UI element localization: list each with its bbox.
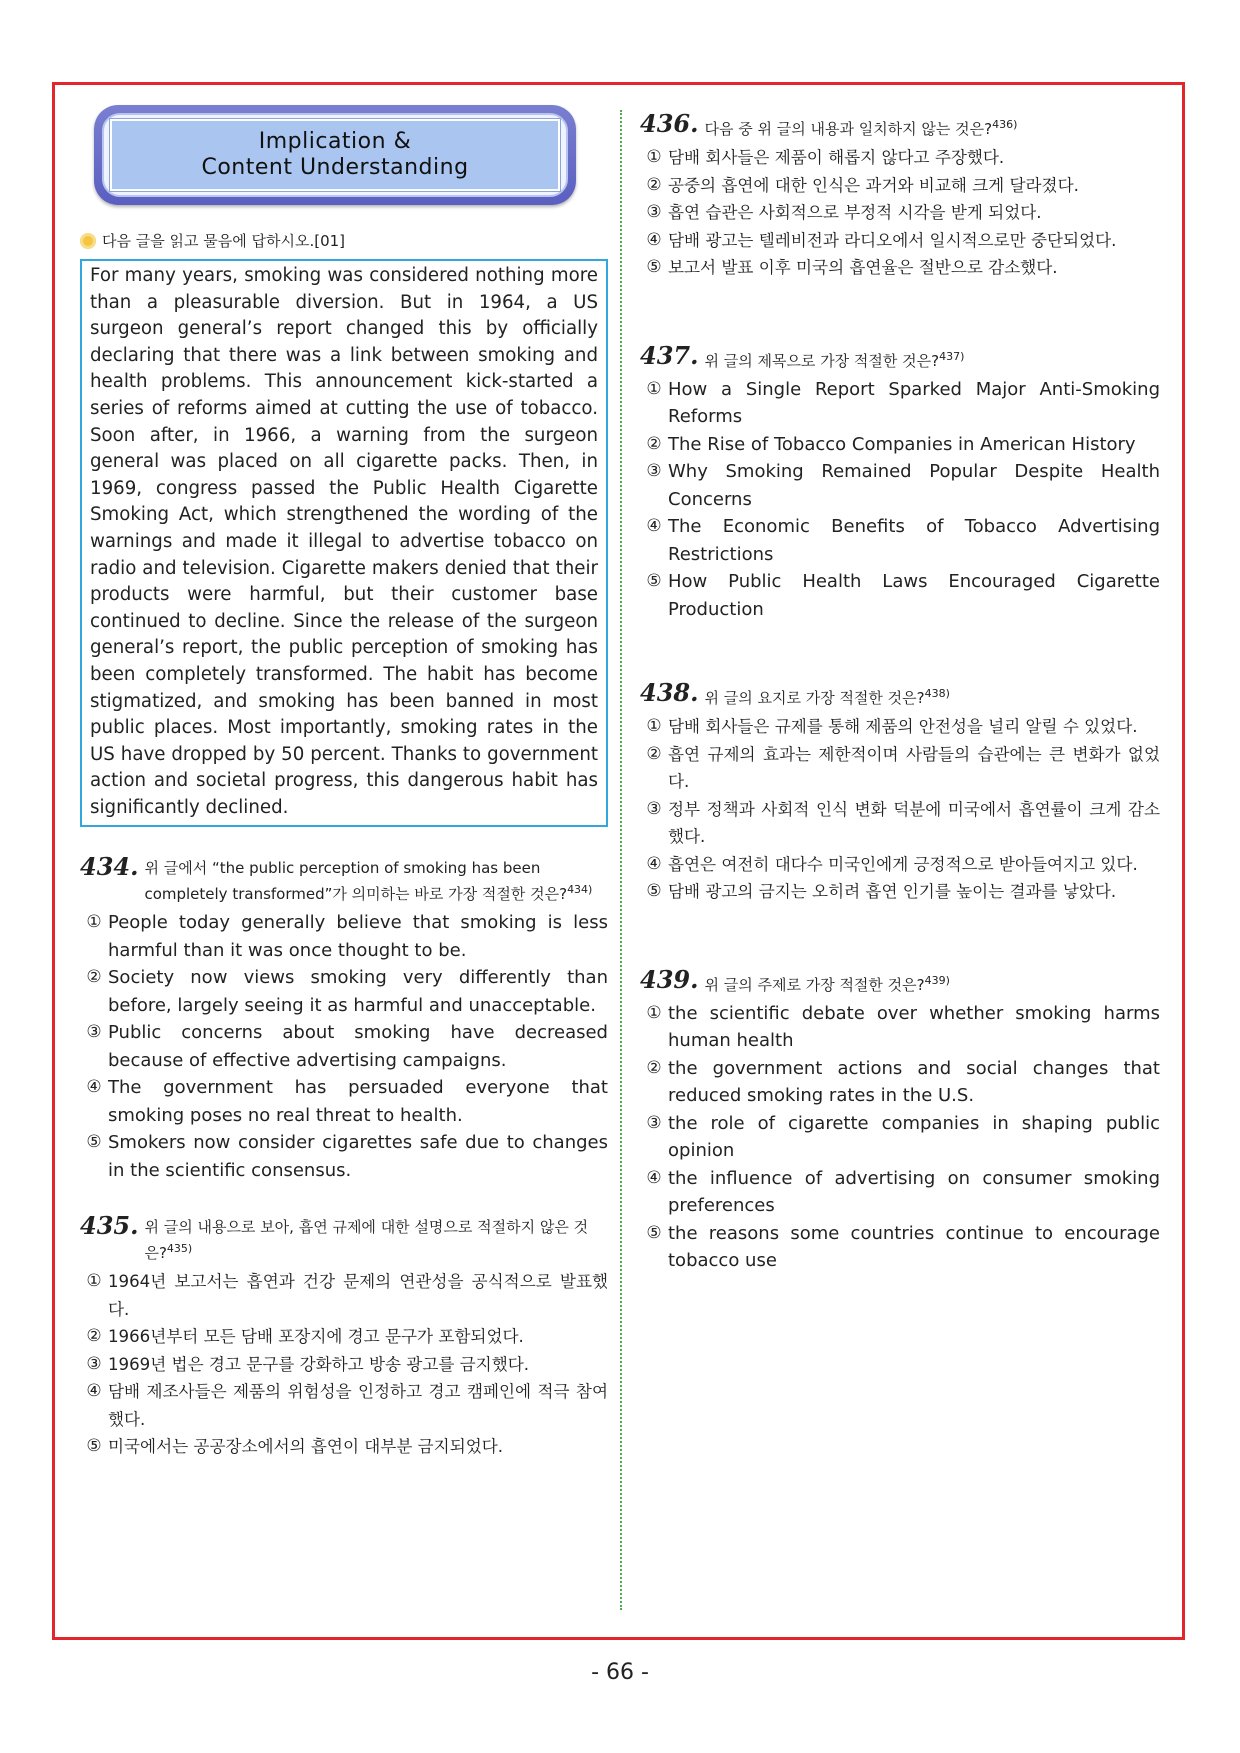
option[interactable]: ② 1966년부터 모든 담배 포장지에 경고 문구가 포함되었다. (86, 1326, 524, 1347)
option[interactable]: ② The Rise of Tobacco Companies in American History (646, 433, 1136, 455)
option[interactable]: ② 흡연 규제의 효과는 제한적이며 사람들의 습관에는 큰 변화가 없었다. (646, 743, 1160, 791)
question-436 (640, 109, 1160, 282)
options-list (640, 144, 1160, 282)
footnote-ref: 436) (992, 118, 1018, 131)
flower-icon (80, 233, 96, 249)
option[interactable]: ⑤ 미국에서는 공공장소에서의 흡연이 대부분 금지되었다. (86, 1436, 504, 1457)
banner-line-2: Content Understanding (201, 155, 469, 180)
reading-passage: For many years, smoking was considered nothing more than a pleasurable diversion. But in 1964, a US surgeon general’s report changed this by officially declaring that there was a link between smoking and health problems. This announcement kick-started a series of reforms aimed at cutting the use of tobacco. Soon after, in 1966, a warning from the surgeon general was placed on all cigarette packs. Then, in 1969, congress passed the Public Health Cigarette Smoking Act, which strengthened the wording of the warnings and made it illegal to advertise tobacco on radio and television. Cigarette makers denied that their products were harmful, but their customer base continued to decline. Since the release of the surgeon general’s report, the public perception of smoking has been completely transformed. The habit has become stigmatized, and smoking has been banned in most public places. Most importantly, smoking rates in the US have dropped by 50 percent. Thanks to government action and societal progress, this dangerous habit has significantly declined. (80, 259, 608, 827)
page-number: - 66 - (591, 1660, 649, 1685)
option[interactable]: ③ 정부 정책과 사회적 인식 변화 덕분에 미국에서 흡연률이 크게 감소했다. (646, 798, 1160, 846)
question-435 (80, 1211, 608, 1461)
option[interactable]: ③ 흡연 습관은 사회적으로 부정적 시각을 받게 되었다. (646, 202, 1042, 222)
instruction-text: 다음 글을 읽고 물음에 답하시오.[01] (102, 232, 346, 250)
option[interactable]: ① 담배 회사들은 제품이 해롭지 않다고 주장했다. (646, 147, 1005, 167)
question-text: 위 글에서 “the public perception of smoking has been completely transformed”가 의미하는 바로 가장 적절한 것은? (144, 859, 568, 904)
footnote-ref: 435) (166, 1242, 193, 1256)
question-text: 위 글의 요지로 가장 적절한 것은? (704, 689, 925, 707)
option[interactable]: ③ Why Smoking Remained Popular Despite Health Concerns (646, 461, 1160, 510)
question-text: 위 글의 내용으로 보아, 흡연 규제에 대한 설명으로 적절하지 않은 것은? (144, 1218, 589, 1263)
option[interactable]: ⑤ Smokers now consider cigarettes safe due to changes in the scientific consensus. (86, 1132, 608, 1181)
option[interactable]: ④ 흡연은 여전히 대다수 미국인에게 긍정적으로 받아들여지고 있다. (646, 853, 1138, 874)
question-number: 439. (640, 964, 699, 994)
question-number: 438. (640, 678, 699, 707)
question-text: 다음 중 위 글의 내용과 일치하지 않는 것은? (704, 120, 993, 138)
option[interactable]: ② Society now views smoking very differently than before, largely seeing it as harmful and unacceptable. (86, 967, 608, 1016)
option[interactable]: ② 공중의 흡연에 대한 인식은 과거와 비교해 크게 달라졌다. (646, 174, 1079, 195)
options-list (640, 1000, 1160, 1275)
options-list (640, 376, 1160, 624)
options-list (80, 1268, 608, 1461)
question-text: 위 글의 제목으로 가장 적절한 것은? (704, 351, 940, 370)
question-437 (640, 340, 1160, 624)
option[interactable]: ① 1964년 보고서는 흡연과 건강 문제의 연관성을 공식적으로 발표했다. (86, 1271, 608, 1319)
options-list (80, 909, 608, 1184)
option[interactable]: ④ The Economic Benefits of Tobacco Advertising Restrictions (646, 516, 1160, 565)
left-column (80, 105, 608, 1461)
question-number: 434. (80, 852, 139, 882)
question-438 (640, 678, 1160, 906)
footnote-ref: 438) (924, 687, 950, 700)
option[interactable]: ③ the role of cigarette companies in shaping public opinion (646, 1112, 1160, 1161)
option[interactable]: ④ The government has persuaded everyone that smoking poses no real threat to health. (86, 1077, 608, 1126)
question-439 (640, 964, 1160, 1275)
question-number: 435. (80, 1211, 139, 1241)
option[interactable]: ④ 담배 광고는 텔레비전과 라디오에서 일시적으로만 중단되었다. (646, 229, 1117, 250)
option[interactable]: ④ 담배 제조사들은 제품의 위험성을 인정하고 경고 캠페인에 적극 참여했다. (86, 1381, 608, 1429)
option[interactable]: ① 담배 회사들은 규제를 통해 제품의 안전성을 널리 알릴 수 있었다. (646, 716, 1138, 736)
question-number: 436. (640, 109, 699, 138)
footnote-ref: 434) (567, 883, 593, 897)
question-text: 위 글의 주제로 가장 적절한 것은? (704, 975, 925, 994)
banner-title (110, 119, 560, 191)
option[interactable]: ⑤ How Public Health Laws Encouraged Cigarette Production (646, 571, 1160, 620)
option[interactable]: ⑤ the reasons some countries continue to encourage tobacco use (646, 1222, 1160, 1271)
question-number: 437. (640, 340, 699, 370)
option[interactable]: ⑤ 보고서 발표 이후 미국의 흡연율은 절반으로 감소했다. (646, 257, 1058, 277)
option[interactable]: ① People today generally believe that smoking is less harmful than it was once thought to be. (86, 912, 608, 961)
option[interactable]: ① the scientific debate over whether smoking harms human health (646, 1002, 1160, 1051)
option[interactable]: ① How a Single Report Sparked Major Anti-Smoking Reforms (646, 378, 1160, 427)
options-list (640, 713, 1160, 906)
right-column (640, 109, 1160, 1275)
footnote-ref: 439) (924, 973, 950, 987)
banner-line-1: Implication & (258, 129, 412, 154)
option[interactable]: ③ Public concerns about smoking have decreased because of effective advertising campaigns. (86, 1022, 608, 1071)
column-divider (620, 110, 622, 1610)
footnote-ref: 437) (939, 349, 965, 363)
question-434 (80, 852, 608, 1184)
option[interactable]: ④ the influence of advertising on consumer smoking preferences (646, 1167, 1160, 1216)
instruction (80, 230, 608, 251)
option[interactable]: ⑤ 담배 광고의 금지는 오히려 흡연 인기를 높이는 결과를 낳았다. (646, 881, 1117, 901)
option[interactable]: ③ 1969년 법은 경고 문구를 강화하고 방송 광고를 금지했다. (86, 1353, 530, 1374)
section-banner (94, 105, 576, 205)
option[interactable]: ② the government actions and social changes that reduced smoking rates in the U.S. (646, 1057, 1160, 1106)
